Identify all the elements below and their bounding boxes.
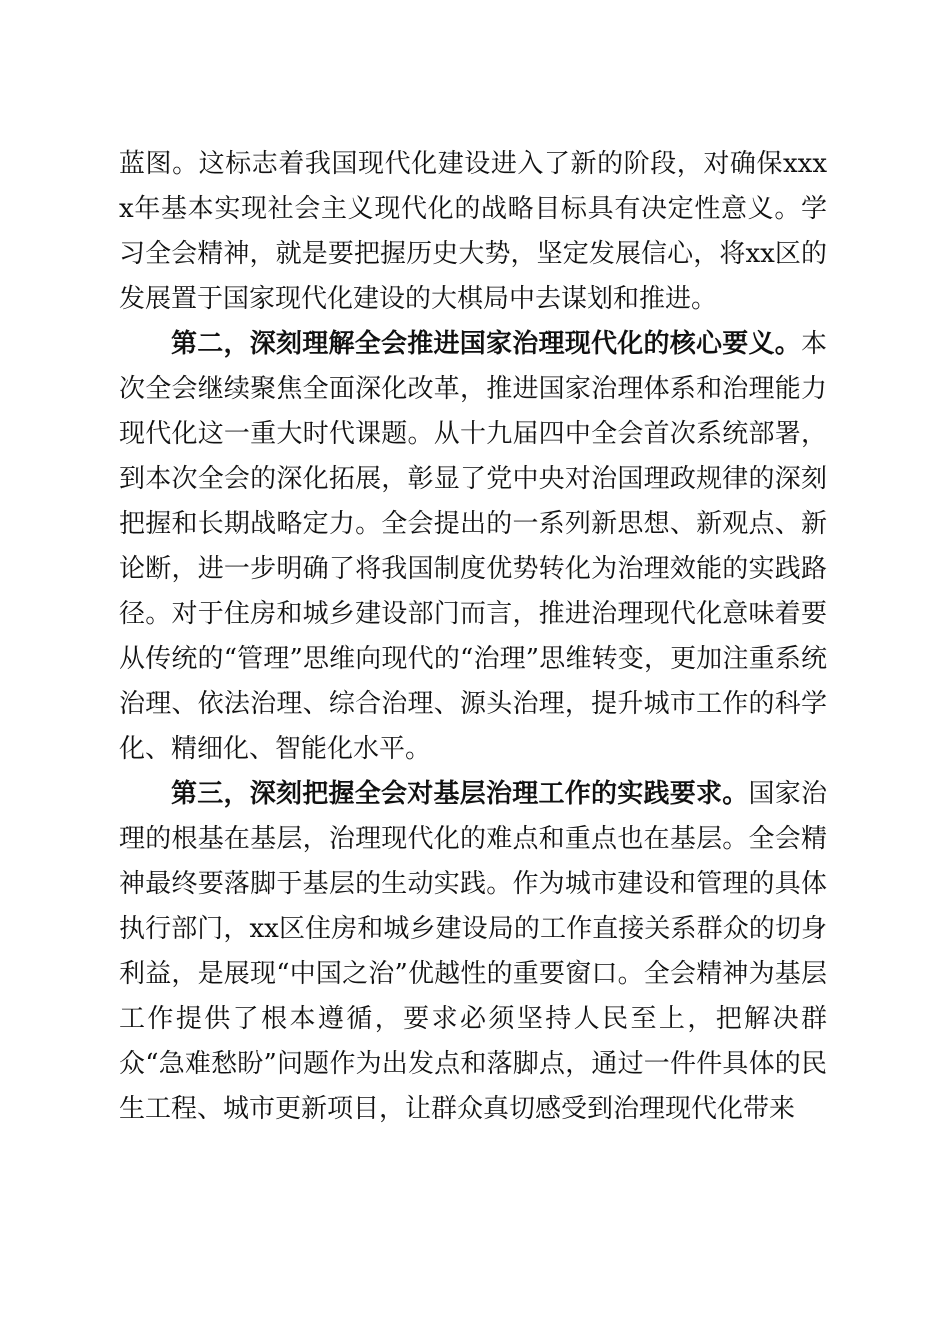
document-page — [119, 142, 827, 1132]
paragraph-heading: 第二，深刻理解全会推进国家治理现代化的核心要义。 — [171, 329, 801, 359]
paragraph-third-point — [119, 772, 827, 1132]
paragraph-heading: 第三，深刻把握全会对基层治理工作的实践要求。 — [171, 779, 749, 809]
paragraph-continuation — [119, 142, 827, 322]
paragraph-second-point — [119, 322, 827, 772]
paragraph-body: 国家治理的根基在基层，治理现代化的难点和重点也在基层。全会精神最终要落脚于基层的生动实践。作为城市建设和管理的具体执行部门，xx区住房和城乡建设局的工作直接关系群众的切身利益，是展现“中国之治”优越性的重要窗口。全会精神为基层工作提供了根本遵循，要求必须坚持人民至上，把解决群众“急难愁盼”问题作为出发点和落脚点，通过一件件具体的民生工程、城市更新项目，让群众真切感受到治理现代化带来 — [119, 779, 827, 1124]
paragraph-body: 本次全会继续聚焦全面深化改革，推进国家治理体系和治理能力现代化这一重大时代课题。从十九届四中全会首次系统部署，到本次全会的深化拓展，彰显了党中央对治国理政规律的深刻把握和长期战略定力。全会提出的一系列新思想、新观点、新论断，进一步明确了将我国制度优势转化为治理效能的实践路径。对于住房和城乡建设部门而言，推进治理现代化意味着要从传统的“管理”思维向现代的“治理”思维转变，更加注重系统治理、依法治理、综合治理、源头治理，提升城市工作的科学化、精细化、智能化水平。 — [119, 329, 827, 764]
paragraph-body: 蓝图。这标志着我国现代化建设进入了新的阶段，对确保xxxx年基本实现社会主义现代化的战略目标具有决定性意义。学习全会精神，就是要把握历史大势，坚定发展信心，将xx区的发展置于国家现代化建设的大棋局中去谋划和推进。 — [119, 149, 827, 314]
